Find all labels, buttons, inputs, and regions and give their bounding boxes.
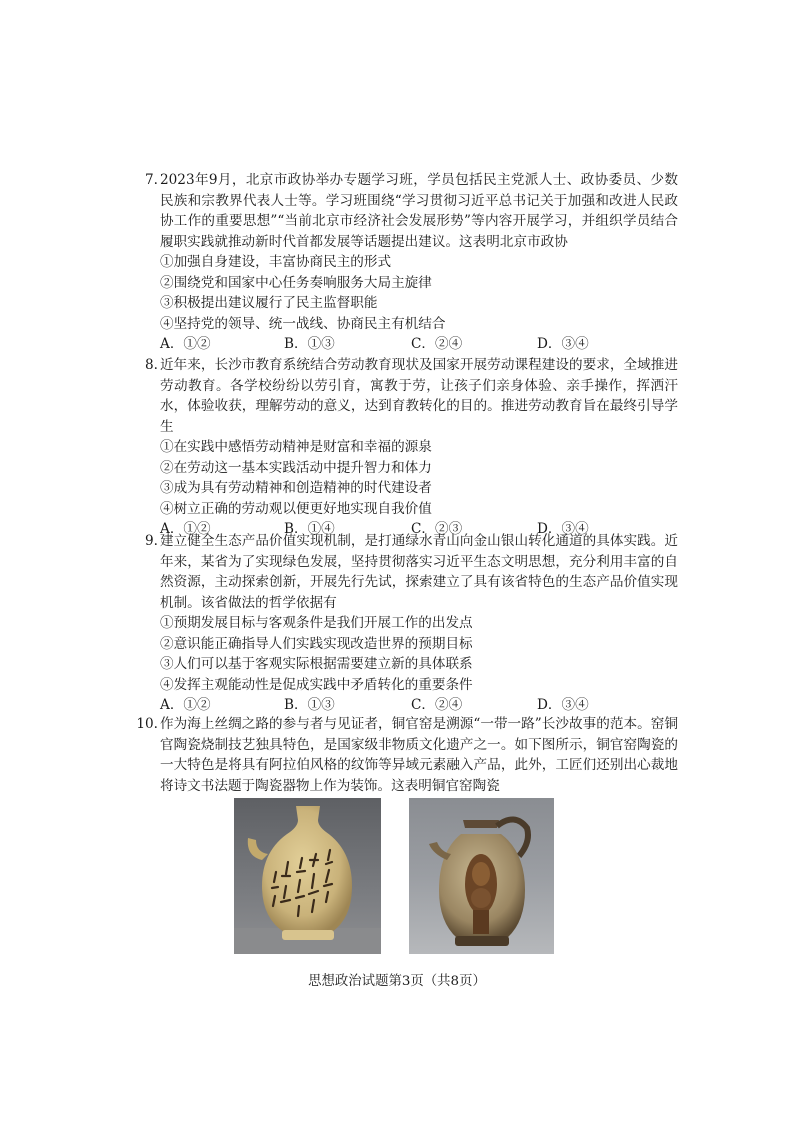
question-8 [118,355,678,540]
choice-b: B．①③ [284,336,335,352]
ewer-ornament-photo [409,798,554,954]
question-number: 8. [145,357,158,373]
question-stem: 建立健全生态产品价值实现机制，是打通绿水青山向金山银山转化通道的具体实践。近年来，某省为了实现绿色发展，坚持贯彻落实习近平生态文明思想，充分利用丰富的自然资源，主动探索创新，开展先行先试，探索建立了具有该省特色的生态产品价值实现机制。该省做法的哲学依据有 [160,533,678,611]
choice-a: A．①② [160,697,211,713]
option-2: ②在劳动这一基本实践活动中提升智力和体力 [160,459,432,476]
question-stem: 作为海上丝绸之路的参与者与见证者，铜官窑是溯源“一带一路”长沙故事的范本。窑铜官陶瓷烧制技艺独具特色，是国家级非物质文化遗产之一。如下图所示，铜官窑陶瓷的一大特色是将具有阿拉伯风格的纹饰等异域元素融入产品，此外，工匠们还别出心裁地将诗文书法题于陶瓷器物上作为装饰。这表明铜官窑陶瓷 [160,716,678,794]
question-number: 10. [136,716,158,732]
option-1: ①在实践中感悟劳动精神是财富和幸福的源泉 [160,439,432,455]
question-9 [118,531,678,716]
question-stem: 2023年9月，北京市政协举办专题学习班，学员包括民主党派人士、政协委员、少数民族和宗教界代表人士等。学习班围绕“学习贯彻习近平总书记关于加强和改进人民政协工作的重要思想”“当前北京市经济社会发展形势”等内容开展学习，并组织学员结合履职实践就推动新时代首都发展等话题提出建议。这表明北京市政协 [160,172,678,250]
option-4: ④发挥主观能动性是促成实践中矛盾转化的重要条件 [160,676,473,693]
choice-d: D．③④ [537,336,589,352]
question-number: 7. [145,172,158,188]
option-4: ④坚持党的领导、统一战线、协商民主有机结合 [160,315,446,332]
option-3: ③积极提出建议履行了民主监督职能 [160,295,378,311]
choice-c: C．②④ [411,697,463,713]
answer-choices [160,695,678,716]
choice-d: D．③④ [537,521,589,537]
page-footer: 思想政治试题第3页（共8页） [308,974,486,989]
question-7 [118,170,678,355]
option-3: ③成为具有劳动精神和创造精神的时代建设者 [160,480,432,496]
choice-a: A．①② [160,521,211,537]
choice-b: B．①④ [284,521,335,537]
option-1: ①加强自身建设，丰富协商民主的形式 [160,254,392,270]
answer-choices [160,334,678,355]
option-1: ①预期发展目标与客观条件是我们开展工作的出发点 [160,615,473,631]
option-3: ③人们可以基于客观实际根据需要建立新的具体联系 [160,656,473,672]
option-2: ②意识能正确指导人们实践实现改造世界的预期目标 [160,635,473,652]
question-10 [118,714,678,796]
choice-c: C．②④ [411,336,463,352]
question-number: 9. [145,533,158,549]
choice-a: A．①② [160,336,211,352]
ewer-calligraphy-photo [234,798,381,954]
choice-b: B．①③ [284,697,335,713]
choice-d: D．③④ [537,697,589,713]
choice-c: C．②③ [411,521,463,537]
option-2: ②围绕党和国家中心任务奏响服务大局主旋律 [160,274,432,291]
question-stem: 近年来，长沙市教育系统结合劳动教育现状及国家开展劳动课程建设的要求，全域推进劳动教育。各学校纷纷以劳引育，寓教于劳，让孩子们亲身体验、亲手操作，挥洒汗水，体验收获，理解劳动的意义，达到育教转化的目的。推进劳动教育旨在最终引导学生 [160,357,678,435]
option-4: ④树立正确的劳动观以便更好地实现自我价值 [160,500,432,517]
